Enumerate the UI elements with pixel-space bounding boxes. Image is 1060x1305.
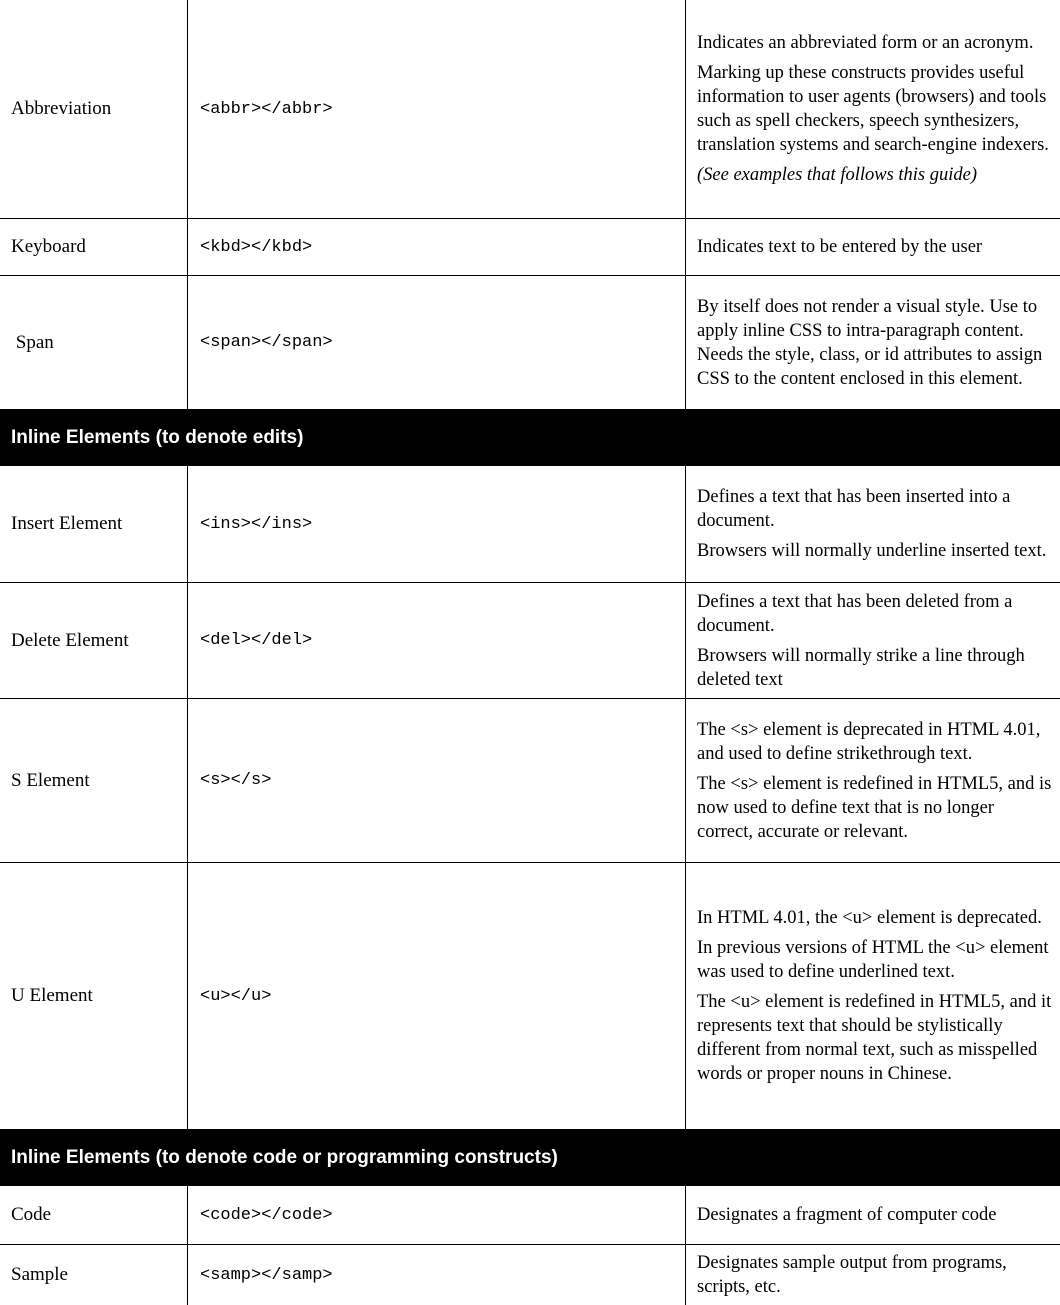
element-name: Sample	[0, 1245, 188, 1305]
description-paragraph: Designates sample output from programs, scripts, etc.	[697, 1253, 1007, 1297]
section-header-edits: Inline Elements (to denote edits)	[0, 409, 1060, 466]
description-paragraph: In previous versions of HTML the <u> element was used to define underlined text.	[697, 938, 1049, 982]
element-description	[686, 466, 1060, 582]
element-tag: <code></code>	[188, 1186, 686, 1244]
table-row-s-element	[0, 699, 1060, 863]
table-row-delete	[0, 583, 1060, 699]
element-name: Code	[0, 1186, 188, 1244]
element-description	[686, 1245, 1060, 1305]
table-row-sample	[0, 1245, 1060, 1305]
element-name: Delete Element	[0, 583, 188, 698]
table-row-span	[0, 276, 1060, 409]
description-paragraph: Indicates text to be entered by the user	[697, 237, 983, 257]
description-paragraph: Defines a text that has been inserted into a document.	[697, 487, 1011, 531]
description-paragraph: By itself does not render a visual style. Use to apply inline CSS to intra-paragraph content. Needs the style, class, or id attributes to assign CSS to the content enclosed in this element.	[697, 296, 1043, 389]
element-description	[686, 276, 1060, 409]
element-tag: <span></span>	[188, 276, 686, 409]
description-paragraph: The <s> element is deprecated in HTML 4.01, and used to define strikethrough text.	[697, 719, 1041, 764]
element-name: S Element	[0, 699, 188, 862]
section-header-code: Inline Elements (to denote code or programming constructs)	[0, 1129, 1060, 1186]
element-name: U Element	[0, 863, 188, 1129]
element-tag: <kbd></kbd>	[188, 219, 686, 275]
element-description	[686, 219, 1060, 275]
element-tag: <del></del>	[188, 583, 686, 698]
description-paragraph: Defines a text that has been deleted from a document.	[697, 591, 1013, 636]
element-name: Keyboard	[0, 219, 188, 275]
element-tag: <s></s>	[188, 699, 686, 862]
element-name: Abbreviation	[0, 0, 188, 218]
table-row-keyboard	[0, 219, 1060, 276]
description-paragraph: Browsers will normally strike a line through deleted text	[697, 645, 1025, 690]
description-paragraph: The <u> element is redefined in HTML5, and it represents text that should be stylistically different from normal text, such as misspelled words or proper nouns in Chinese.	[697, 992, 1052, 1084]
element-tag: <u></u>	[188, 863, 686, 1129]
element-tag: <samp></samp>	[188, 1245, 686, 1305]
element-name: Insert Element	[0, 466, 188, 582]
element-tag: <ins></ins>	[188, 466, 686, 582]
description-paragraph: Marking up these constructs provides useful information to user agents (browsers) and tools such as spell checkers, speech synthesizers, translation systems and search-engine indexers.	[697, 63, 1049, 155]
table-row-code	[0, 1186, 1060, 1245]
element-tag: <abbr></abbr>	[188, 0, 686, 218]
description-paragraph: In HTML 4.01, the <u> element is deprecated.	[697, 908, 1042, 928]
table-row-u-element	[0, 863, 1060, 1129]
table-row-insert	[0, 466, 1060, 583]
element-description	[686, 699, 1060, 862]
description-paragraph: Browsers will normally underline inserted text.	[697, 541, 1047, 561]
description-note: (See examples that follows this guide)	[697, 165, 978, 185]
description-paragraph: The <s> element is redefined in HTML5, and is now used to define text that is no longer correct, accurate or relevant.	[697, 773, 1052, 842]
element-description	[686, 863, 1060, 1129]
table-row-abbreviation	[0, 0, 1060, 219]
element-description	[686, 0, 1060, 218]
element-description	[686, 1186, 1060, 1244]
element-name: Span	[0, 276, 188, 409]
description-paragraph: Indicates an abbreviated form or an acronym.	[697, 33, 1034, 53]
description-paragraph: Designates a fragment of computer code	[697, 1205, 997, 1225]
element-description	[686, 583, 1060, 698]
